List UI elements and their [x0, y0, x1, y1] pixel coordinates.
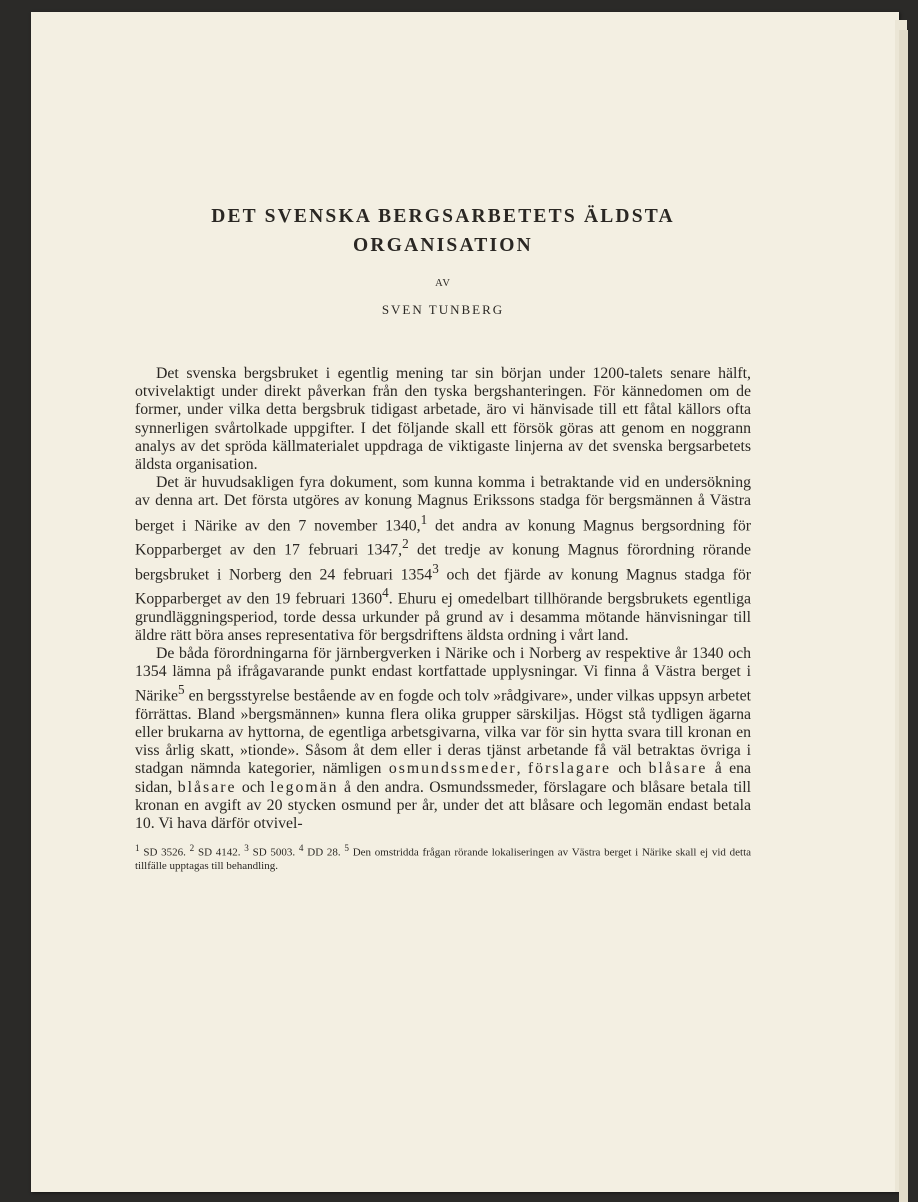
term-legoman: legomän: [270, 778, 339, 796]
footnotes: [135, 842, 751, 873]
footnote-ref-5: 5: [177, 682, 185, 698]
paragraph-1-text: Det svenska bergsbruket i egentlig mening tar sin början under 1200-talets senare hälft, otvivelaktigt under direkt påverkan från den tyska bergshanteringen. För kännedomen om de former, under vilka detta bergsbruk tidigast arbetade, äro vi hänvisade till ett fåtal källors ofta synnerligen svårtolkade uppgifter. I det följande skall ett försök göras att genom en noggrann analys av det spröda källmaterialet uppdraga de viktigaste linjerna av det svenska bergsarbetets äldsta organisation.: [135, 365, 751, 474]
footnote-ref-4: 4: [382, 585, 389, 601]
footnote-2: SD 4142.: [194, 846, 245, 859]
author-name: SVEN TUNBERG: [381, 302, 505, 317]
title-line-1: DET SVENSKA BERGSARBETETS ÄLDSTA: [211, 206, 675, 227]
paragraph-2-text-c: det tredje av konung Magnus förordning rörande bergsbruket i Norberg den 24 februari 1354: [135, 541, 751, 583]
title-line-2: ORGANISATION: [353, 235, 533, 256]
footnote-1: SD 3526.: [139, 846, 190, 859]
footnote-ref-1: 1: [420, 511, 428, 527]
paragraph-3: [135, 645, 751, 833]
term-osmundssmeder: osmundssmeder: [388, 760, 517, 778]
paragraph-2-text-d: och det fjärde av konung Magnus stadga för Kopparberget av den 19 februari 1360: [135, 565, 751, 608]
footnote-ref-2: 2: [402, 536, 409, 552]
footnote-number-5: 5: [344, 843, 349, 854]
footnote-number-3: 3: [244, 843, 249, 854]
footnote-4: DD 28.: [303, 846, 345, 859]
article: [135, 186, 751, 873]
footnote-number-1: 1: [135, 843, 140, 854]
footnote-number-2: 2: [189, 843, 195, 854]
footnote-3: SD 5003.: [248, 846, 299, 859]
term-blasare-2: blåsare: [177, 778, 237, 796]
separator-3: och: [236, 778, 271, 796]
paragraph-2: [135, 474, 751, 645]
paragraph-2-text-e: . Ehuru ej omedelbart tillhörande bergsbrukets egentliga grundläggningsperiod, torde dessa urkunder på grund av i desamma mötande hänvisningar till äldre rätt böra anses representativa för bergsdriftens äldsta ordning i vårt land.: [135, 590, 751, 644]
footnote-number-4: 4: [298, 843, 304, 854]
paragraph-3-text-a: De båda förordningarna för järnbergverken i Närike och i Norberg av respektive år 1340 och 1354 lämna på ifrågavarande punkt endast kortfattade upplysningar. Vi finna å Västra berget i Närike: [135, 644, 751, 705]
paragraph-3-text-b: en bergsstyrelse bestående av en fogde och tolv »rådgivare», under vilkas uppsyn arbetet förrättas. Bland »bergsmännen» kunna flera olika grupper särskiljas. Högst stå tydligen ägarna eller brukarna av hyttorna, de egentliga arbetsgivarna, vilka var för sin hytta svara till kronan en viss årlig skatt, »tionde». Såsom åt dem eller i deras tjänst arbetande få väl betraktas övriga i stadgan nämnda kategorier, nämligen: [135, 687, 751, 778]
article-body: [135, 365, 751, 833]
page-edge-inner: [899, 30, 908, 1202]
separator-1: ,: [516, 760, 528, 778]
paragraph-2-text-b: det andra av konung Magnus bergsordning för Kopparberget av den 17 februari 1347,: [135, 516, 751, 559]
paragraph-3-text-c: å ena sidan,: [135, 760, 751, 796]
footnote-ref-3: 3: [432, 560, 439, 576]
paragraph-1: [135, 365, 751, 474]
term-forslagare: förslagare: [527, 760, 612, 778]
article-title: [135, 202, 751, 260]
paragraph-2-text-a: Det är huvudsakligen fyra dokument, som kunna komma i betraktande vid en undersökning av denna art. Det första utgöres av konung Magnus Erikssons stadga för bergsmännen å Västra berget i Närike av den 7 november 1340,: [135, 474, 751, 534]
byline: AV: [435, 278, 451, 289]
footnote-5: Den omstridda frågan rörande lokaliseringen av Västra berget i Närike skall ej vid detta tillfälle upptagas till behandling.: [135, 846, 752, 872]
paragraph-3-text-d: å den andra. Osmundssmeder, förslagare och blåsare betala till kronan en avgift av 20 stycken osmund per år, under det att blåsare och legomän endast betala 10. Vi hava därför otvivel-: [135, 778, 751, 832]
separator-2: och: [611, 760, 649, 778]
term-blasare: blåsare: [648, 760, 708, 778]
